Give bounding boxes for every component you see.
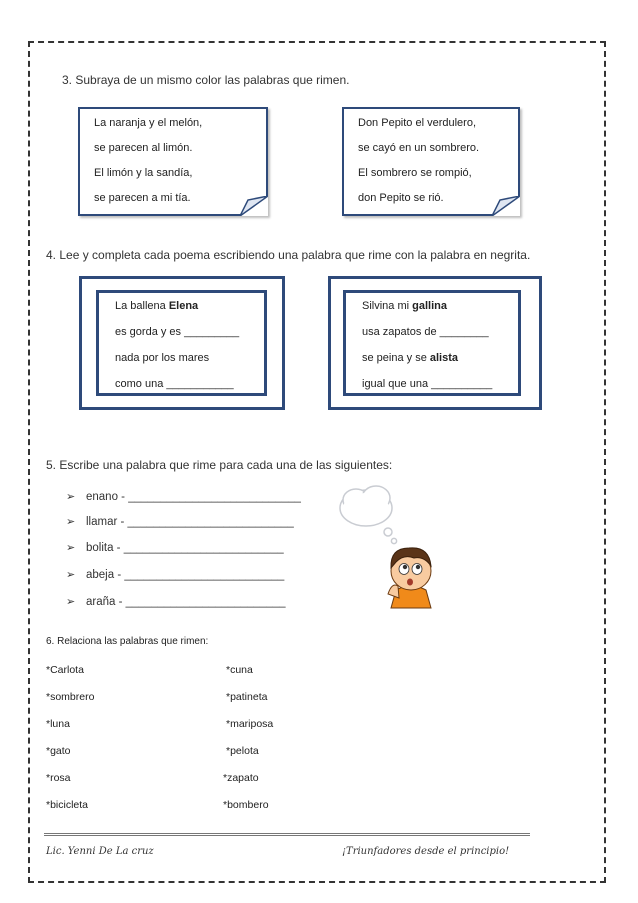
- match-left-word: *gato: [46, 745, 71, 757]
- match-right-word: *mariposa: [226, 718, 274, 730]
- match-left-word: *bicicleta: [46, 799, 89, 811]
- section-3-title: 3. Subraya de un mismo color las palabras que rimen.: [62, 73, 350, 87]
- section-6-title: 6. Relaciona las palabras que rimen:: [46, 636, 209, 647]
- section-4-title: 4. Lee y completa cada poema escribiendo una palabra que rime con la palabra en negrita.: [46, 248, 531, 262]
- match-left-word: *rosa: [46, 772, 71, 784]
- rhyme-item: ➢ llamar - __________________________: [66, 516, 294, 528]
- match-right-word: *patineta: [226, 691, 268, 703]
- poem-line: La ballena Elena: [115, 300, 199, 312]
- poem-line: El sombrero se rompió,: [358, 167, 472, 179]
- poem-line: don Pepito se rió.: [358, 192, 444, 204]
- match-left-word: *Carlota: [46, 664, 84, 676]
- poem-line: se peina y se alista: [362, 352, 459, 364]
- poem-note-left: [78, 107, 268, 216]
- poem-line: Don Pepito el verdulero,: [358, 117, 477, 129]
- bold-word: alista: [429, 352, 459, 364]
- page-fold-icon: [240, 196, 268, 216]
- bold-word: Elena: [168, 300, 199, 312]
- rhyme-item: ➢ bolita - _________________________: [66, 542, 284, 554]
- match-left-word: *sombrero: [46, 691, 95, 703]
- footer-divider: [44, 833, 530, 836]
- poem-line: se parecen al limón.: [94, 142, 193, 154]
- bold-word: gallina: [412, 300, 447, 312]
- thinking-boy-illustration: [336, 478, 436, 618]
- poem-line: igual que una __________: [362, 378, 493, 390]
- arrow-bullet-icon: ➢: [66, 542, 76, 554]
- rhyme-item: ➢ enano - ___________________________: [66, 491, 301, 503]
- poem-line: es gorda y es _________: [115, 326, 240, 338]
- footer-author: Lic. Yenni De La cruz: [46, 846, 154, 857]
- match-right-word: *pelota: [226, 745, 259, 757]
- poem-note-right: [342, 107, 520, 216]
- arrow-bullet-icon: ➢: [66, 516, 76, 528]
- match-right-word: *zapato: [223, 772, 259, 784]
- match-right-word: *bombero: [223, 799, 269, 811]
- poem-line: nada por los mares: [115, 352, 210, 364]
- poem-line: usa zapatos de ________: [362, 326, 489, 338]
- poem-line: Silvina mi gallina: [362, 300, 447, 312]
- section-5-title: 5. Escribe una palabra que rime para cada una de las siguientes:: [46, 458, 393, 472]
- poem-line: se parecen a mi tía.: [94, 192, 191, 204]
- match-left-word: *luna: [46, 718, 70, 730]
- arrow-bullet-icon: ➢: [66, 491, 76, 503]
- arrow-bullet-icon: ➢: [66, 569, 76, 581]
- footer-motto: ¡Triunfadores desde el principio!: [342, 846, 510, 857]
- thought-cloud-icon: [340, 486, 397, 544]
- arrow-bullet-icon: ➢: [66, 596, 76, 608]
- poem-box-left: [96, 290, 267, 396]
- rhyme-item: ➢ abeja - _________________________: [66, 569, 285, 581]
- poem-line: El limón y la sandía,: [94, 167, 193, 179]
- poem-box-right: [343, 290, 521, 396]
- poem-line: se cayó en un sombrero.: [358, 142, 480, 154]
- poem-line: como una ___________: [115, 378, 234, 390]
- match-right-word: *cuna: [226, 664, 253, 676]
- boy-icon: [388, 548, 431, 608]
- page-fold-icon: [492, 196, 520, 216]
- poem-line: La naranja y el melón,: [94, 117, 203, 129]
- rhyme-item: ➢ araña - _________________________: [66, 596, 286, 608]
